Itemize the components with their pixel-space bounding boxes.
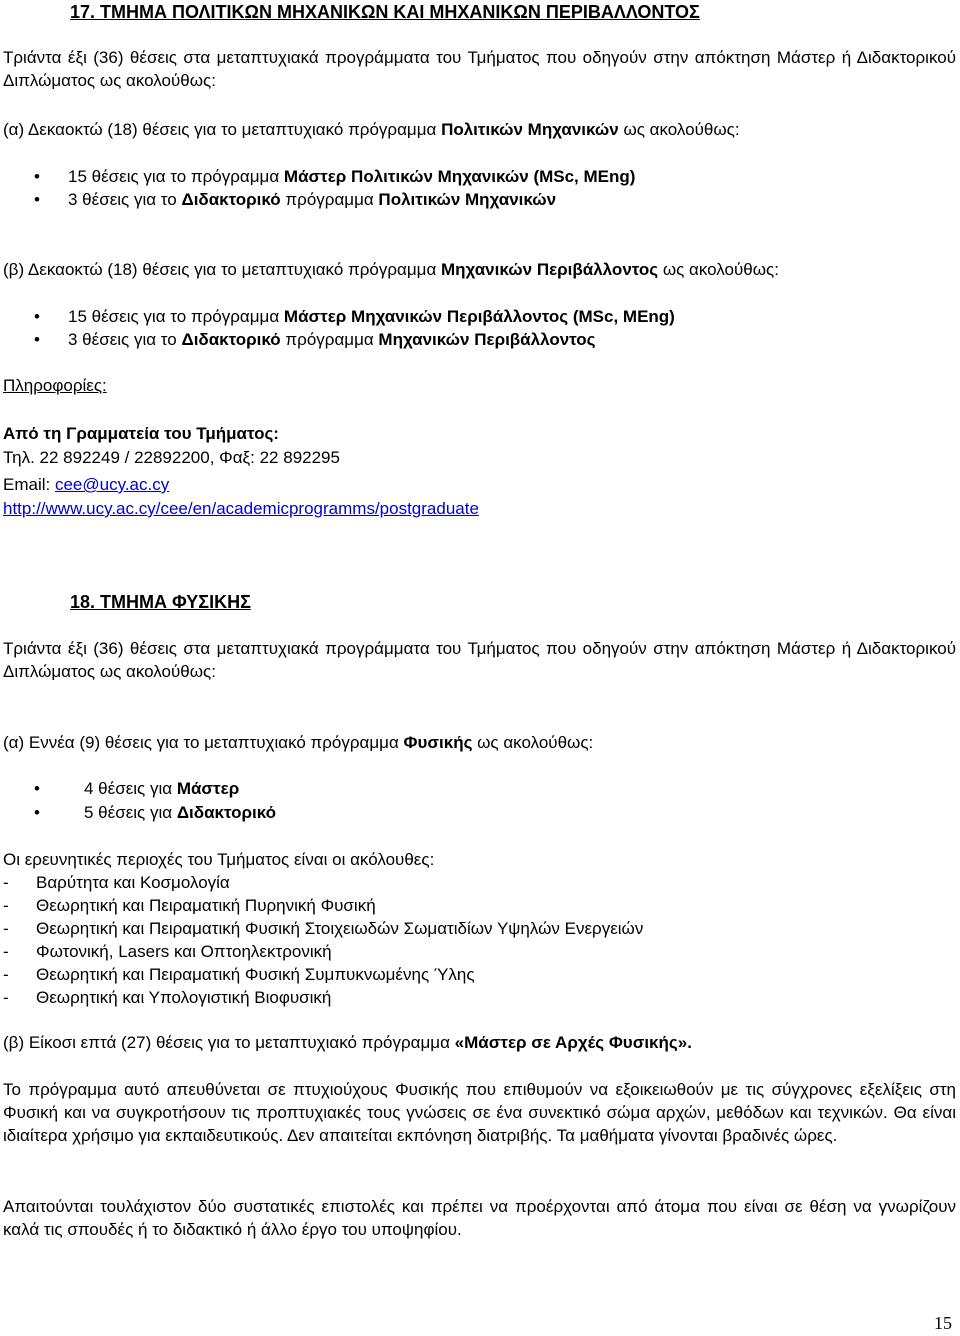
email-line: Email: cee@ucy.ac.cy [3,475,170,494]
requirements-paragraph: Απαιτούνται τουλάχιστον δύο συστατικές επιστολές και πρέπει να προέρχονται από άτομα που είναι σε θέση να γνωρίζουν καλά τις σπουδές ή το διδακτικό ή άλλο έργο του υποψηφίου. [3,1197,956,1239]
section-17-heading: 17. ΤΜΗΜΑ ΠΟΛΙΤΙΚΩΝ ΜΗΧΑΝΙΚΩΝ ΚΑΙ ΜΗΧΑΝΙΚΩΝ ΠΕΡΙΒΑΛΛΟΝΤΟΣ [70,2,700,22]
section-17-b-line: (β) Δεκαοκτώ (18) θέσεις για το μεταπτυχιακό πρόγραμμα Μηχανικών Περιβάλλοντος ως ακολούθως: [3,260,779,279]
dash-marker: - [3,919,9,938]
dash-marker: - [3,896,9,915]
secretariat-heading: Από τη Γραμματεία του Τμήματος: [3,424,279,443]
section-18-heading: 18. ΤΜΗΜΑ ΦΥΣΙΚΗΣ [70,592,251,612]
email-link[interactable]: cee@ucy.ac.cy [54,475,170,494]
list-item: 3 θέσεις για το Διδακτορικό πρόγραμμα Πολιτικών Μηχανικών [68,190,557,209]
website-link[interactable]: http://www.ucy.ac.cy/cee/en/academicprogramms/postgraduate [3,499,479,518]
info-label: Πληροφορίες: [3,376,107,395]
section-18-b-line: (β) Είκοσι επτά (27) θέσεις για το μεταπτυχιακό πρόγραμμα «Μάστερ σε Αρχές Φυσικής». [3,1033,692,1052]
bullet-icon: • [34,330,40,349]
section-18-a-line: (α) Εννέα (9) θέσεις για το μεταπτυχιακό πρόγραμμα Φυσικής ως ακολούθως: [3,733,594,752]
section-18-intro: Τριάντα έξι (36) θέσεις στα μεταπτυχιακά προγράμματα του Τμήματος που οδηγούν στην απόκτηση Μάστερ ή Διδακτορικού Διπλώματος ως ακολούθως: [3,639,956,681]
research-item: Θεωρητική και Πειραματική Φυσική Στοιχειωδών Σωματιδίων Υψηλών Ενεργειών [36,919,644,938]
bullet-icon: • [34,307,40,326]
phone-line: Τηλ. 22 892249 / 22892200, Φαξ: 22 892295 [3,448,340,467]
section-17-intro: Τριάντα έξι (36) θέσεις στα μεταπτυχιακά προγράμματα του Τμήματος που οδηγούν στην απόκτηση Μάστερ ή Διδακτορικού Διπλώματος ως ακολούθως: [3,48,956,90]
research-intro: Οι ερευνητικές περιοχές του Τμήματος είναι οι ακόλουθες: [3,850,435,869]
dash-marker: - [3,873,9,892]
dash-marker: - [3,942,9,961]
research-item: Βαρύτητα και Κοσμολογία [36,873,230,892]
bullet-icon: • [34,779,40,798]
list-item: 5 θέσεις για Διδακτορικό [84,803,277,822]
research-item: Θεωρητική και Πειραματική Πυρηνική Φυσική [36,896,376,915]
research-item: Θεωρητική και Πειραματική Φυσική Συμπυκνωμένης Ύλης [36,965,475,984]
dash-marker: - [3,988,9,1007]
dash-marker: - [3,965,9,984]
bullet-icon: • [34,803,40,822]
bullet-icon: • [34,190,40,209]
research-item: Θεωρητική και Υπολογιστική Βιοφυσική [36,988,332,1007]
list-item: 4 θέσεις για Μάστερ [84,779,240,798]
section-17-a-line: (α) Δεκαοκτώ (18) θέσεις για το μεταπτυχιακό πρόγραμμα Πολιτικών Μηχανικών ως ακολούθως: [3,120,740,139]
website-line [3,497,956,520]
list-item: 3 θέσεις για το Διδακτορικό πρόγραμμα Μηχανικών Περιβάλλοντος [68,330,596,349]
list-item: 15 θέσεις για το πρόγραμμα Μάστερ Μηχανικών Περιβάλλοντος (MSc, MEng) [68,307,675,326]
page-number: 15 [934,1313,952,1333]
list-item: 15 θέσεις για το πρόγραμμα Μάστερ Πολιτικών Μηχανικών (MSc, MEng) [68,167,636,186]
bullet-icon: • [34,167,40,186]
program-description: Το πρόγραμμα αυτό απευθύνεται σε πτυχιούχους Φυσικής που επιθυμούν να εξοικειωθούν με τις σύγχρονες εξελίξεις στη Φυσική και να συγκροτήσουν τις προπτυχιακές τους γνώσεις σε ένα συνεκτικό σώμα αρχών, μεθόδων και τεχνικών. Θα είναι ιδιαίτερα χρήσιμο για εκπαιδευτικούς. Δεν απαιτείται εκπόνηση διατριβής. Τα μαθήματα γίνονται βραδινές ώρες. [3,1080,956,1145]
research-item: Φωτονική, Lasers και Οπτοηλεκτρονική [36,942,332,961]
